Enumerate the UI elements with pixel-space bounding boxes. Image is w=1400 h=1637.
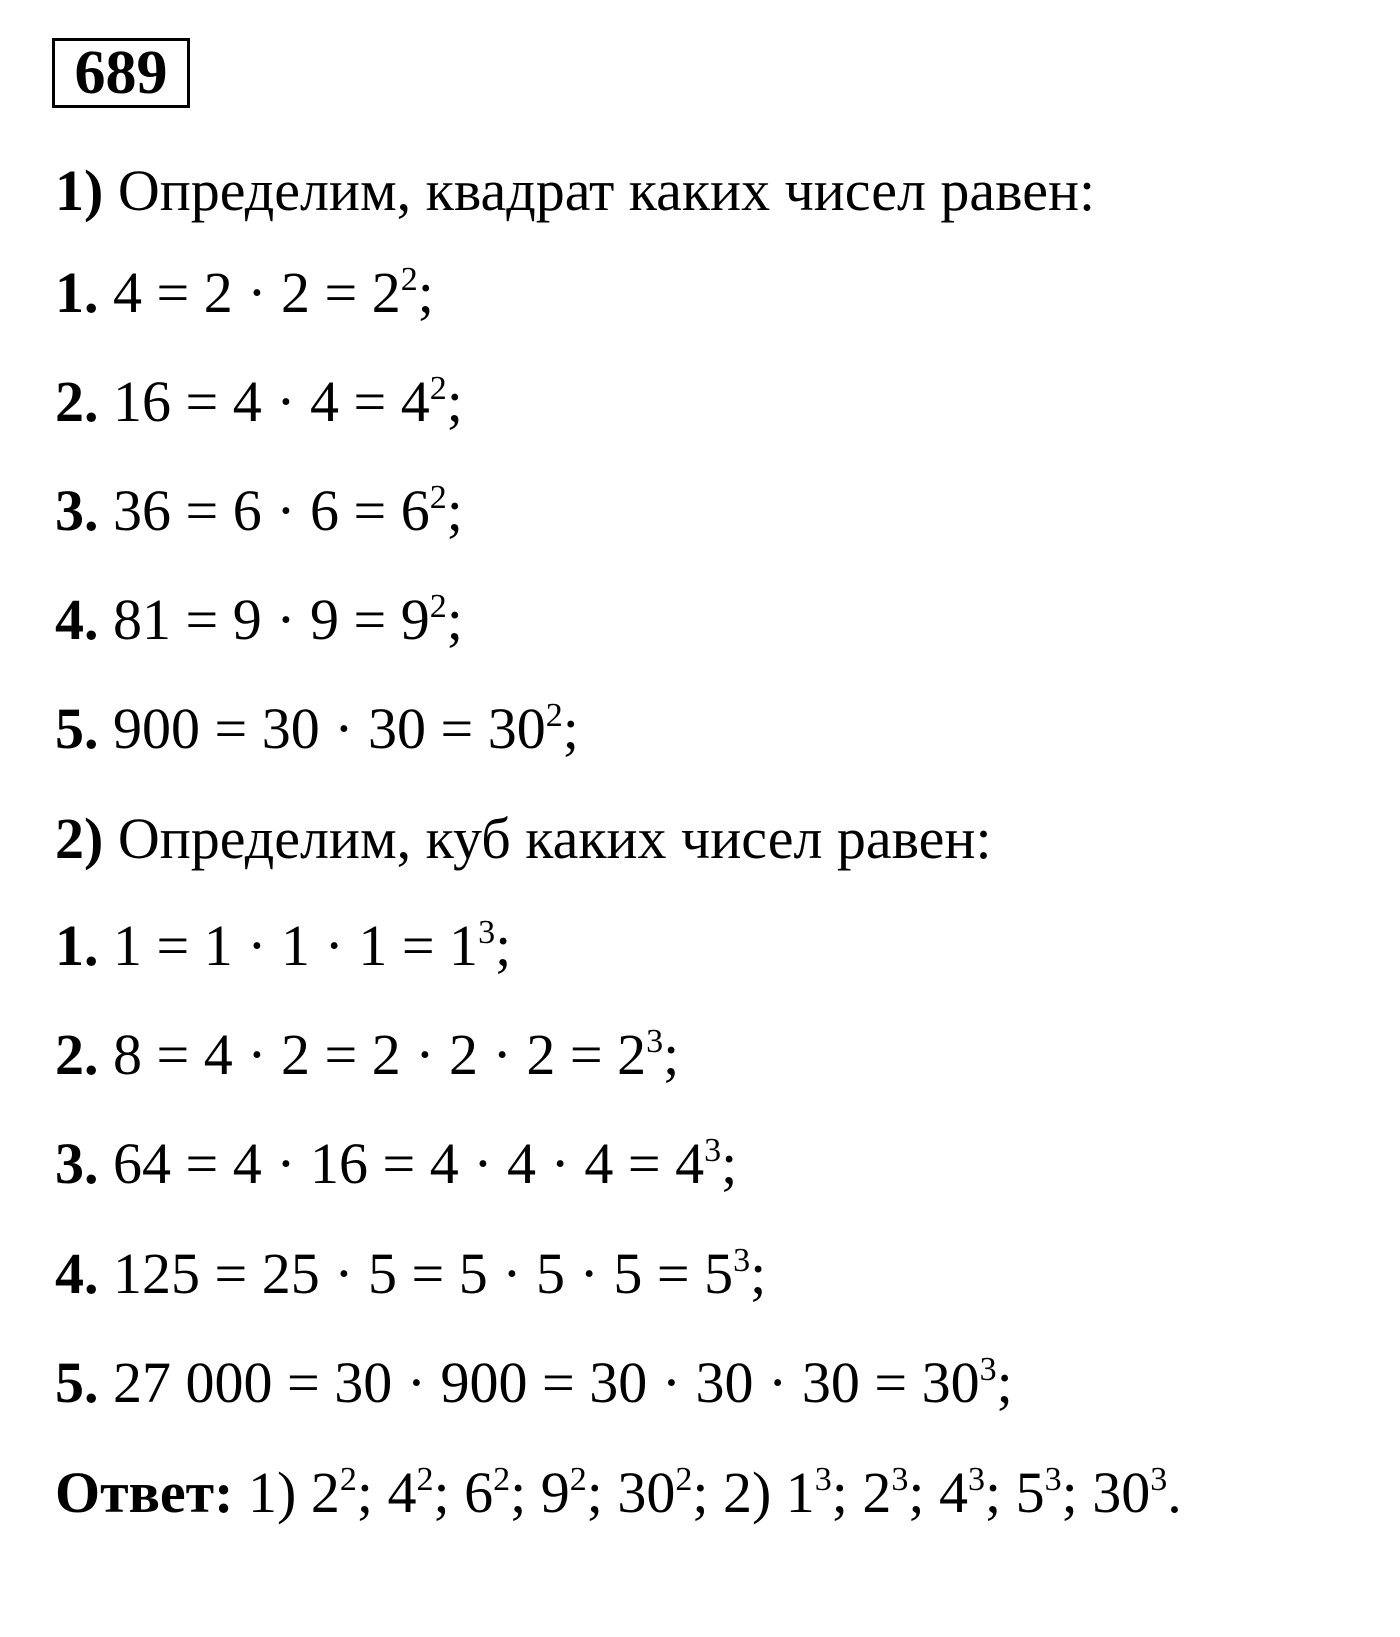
problem-number: 689	[52, 38, 190, 108]
answer-exponent: 2	[416, 1461, 434, 1498]
item-tail: ;	[562, 696, 579, 761]
item-expression: 81 = 9 · 9 = 9	[98, 587, 430, 652]
answer-base: 4	[939, 1460, 969, 1525]
answer-exponent: 3	[814, 1461, 832, 1498]
item-tail: ;	[663, 1022, 680, 1087]
item-exponent: 3	[979, 1351, 997, 1388]
item-number: 3.	[55, 478, 99, 543]
item-number: 2.	[55, 1022, 99, 1087]
answer-exponent: 2	[339, 1461, 357, 1498]
answer-exponent: 3	[1044, 1461, 1062, 1498]
part2-item	[55, 1131, 738, 1196]
part2-item	[55, 1022, 680, 1087]
part2-heading-text: Определим, куб каких чисел равен:	[103, 806, 992, 871]
answer-base: 2	[862, 1460, 892, 1525]
answer-base: 9	[540, 1460, 570, 1525]
answer-base: 1	[785, 1460, 815, 1525]
answer-term	[1016, 1460, 1093, 1525]
answer-line	[55, 1460, 1182, 1525]
answer-exponent: 2	[493, 1461, 511, 1498]
answer-base: 2	[310, 1460, 340, 1525]
answer-term	[939, 1460, 1016, 1525]
answer-exponent: 2	[675, 1461, 693, 1498]
answer-sep: ;	[586, 1460, 618, 1525]
answer-base: 30	[1092, 1460, 1151, 1525]
answer-base: 4	[387, 1460, 417, 1525]
answer-sep: ;	[1061, 1460, 1093, 1525]
item-number: 1.	[55, 260, 99, 325]
item-number: 5.	[55, 696, 99, 761]
answer-sep: ;	[433, 1460, 465, 1525]
part1-item	[55, 696, 579, 761]
item-expression: 36 = 6 · 6 = 6	[98, 478, 430, 543]
item-number: 1.	[55, 913, 99, 978]
item-tail: ;	[417, 260, 434, 325]
item-number: 4.	[55, 587, 99, 652]
item-number: 3.	[55, 1131, 99, 1196]
part1-item	[55, 478, 463, 543]
item-exponent: 2	[400, 261, 418, 298]
item-tail: ;	[495, 913, 512, 978]
part2-item	[55, 913, 512, 978]
item-tail: ;	[996, 1350, 1013, 1415]
answer-sep: ;	[510, 1460, 541, 1525]
item-expression: 64 = 4 · 16 = 4 · 4 · 4 = 4	[98, 1131, 705, 1196]
part1-heading-number: 1)	[55, 158, 104, 223]
answer-term	[541, 1460, 618, 1525]
answer-part2-label: 2)	[722, 1460, 786, 1525]
answer-sep: .	[1167, 1460, 1182, 1525]
item-tail: ;	[446, 369, 463, 434]
item-expression: 4 = 2 · 2 = 2	[98, 260, 401, 325]
answer-term	[311, 1460, 388, 1525]
answer-exponent: 3	[891, 1461, 909, 1498]
item-tail: ;	[446, 587, 463, 652]
part1-heading-text: Определим, квадрат каких чисел равен:	[103, 158, 1096, 223]
answer-base: 30	[617, 1460, 676, 1525]
answer-sep: ;	[692, 1460, 723, 1525]
answer-term	[617, 1460, 723, 1525]
answer-exponent: 3	[1150, 1461, 1168, 1498]
answer-exponent: 3	[968, 1461, 986, 1498]
item-expression: 125 = 25 · 5 = 5 · 5 · 5 = 5	[98, 1241, 734, 1306]
answer-sep: ;	[356, 1460, 388, 1525]
answer-exponent: 2	[569, 1461, 587, 1498]
item-tail: ;	[721, 1131, 738, 1196]
item-expression: 900 = 30 · 30 = 30	[98, 696, 546, 761]
item-number: 4.	[55, 1241, 99, 1306]
part2-heading-number: 2)	[55, 806, 104, 871]
item-expression: 27 000 = 30 · 900 = 30 · 30 · 30 = 30	[98, 1350, 980, 1415]
answer-part1-label: 1)	[233, 1460, 311, 1525]
item-exponent: 2	[429, 370, 447, 407]
part1-item	[55, 587, 463, 652]
item-tail: ;	[446, 478, 463, 543]
item-expression: 8 = 4 · 2 = 2 · 2 · 2 = 2	[98, 1022, 647, 1087]
answer-label: Ответ:	[55, 1460, 234, 1525]
answer-base: 6	[464, 1460, 494, 1525]
item-exponent: 2	[429, 479, 447, 516]
item-number: 2.	[55, 369, 99, 434]
item-exponent: 2	[429, 588, 447, 625]
item-exponent: 2	[545, 697, 563, 734]
answer-term	[786, 1460, 863, 1525]
answer-sep: ;	[985, 1460, 1016, 1525]
answer-term	[464, 1460, 541, 1525]
item-exponent: 3	[704, 1132, 722, 1169]
item-exponent: 3	[733, 1242, 751, 1279]
part1-item	[55, 369, 463, 434]
part2-item	[55, 1350, 1013, 1415]
answer-base: 5	[1015, 1460, 1045, 1525]
part2-heading	[55, 806, 992, 871]
part1-item	[55, 260, 434, 325]
answer-term	[862, 1460, 939, 1525]
item-tail: ;	[750, 1241, 767, 1306]
answer-term	[1092, 1460, 1182, 1525]
item-exponent: 3	[478, 914, 496, 951]
answer-term	[387, 1460, 464, 1525]
answer-sep: ;	[908, 1460, 940, 1525]
part1-heading	[55, 158, 1096, 223]
item-expression: 1 = 1 · 1 · 1 = 1	[98, 913, 479, 978]
item-number: 5.	[55, 1350, 99, 1415]
part2-item	[55, 1241, 767, 1306]
item-expression: 16 = 4 · 4 = 4	[98, 369, 430, 434]
item-exponent: 3	[646, 1023, 664, 1060]
answer-sep: ;	[831, 1460, 863, 1525]
